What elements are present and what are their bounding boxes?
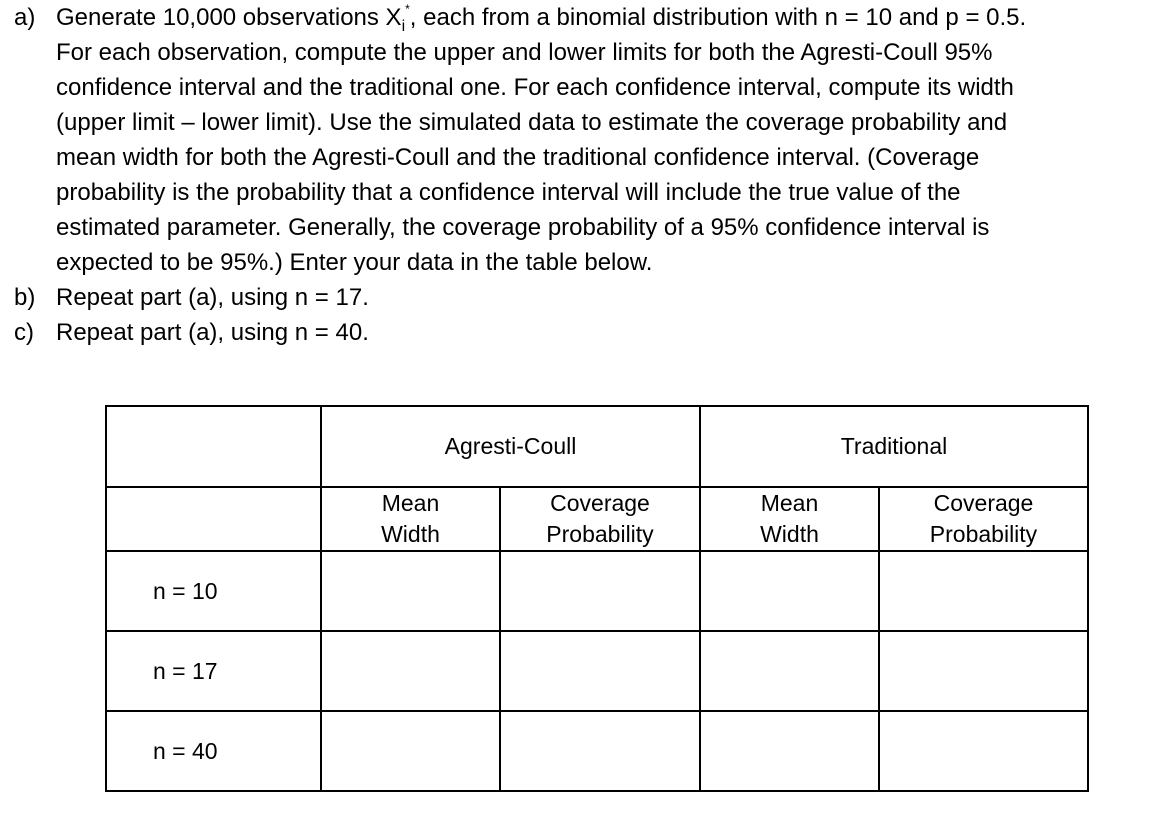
row-label-n-10: n = 10 (106, 551, 321, 631)
part-a-line-5: mean width for both the Agresti-Coull and the traditional confidence interval. (Coverage (56, 144, 980, 171)
subscript-i: i (401, 17, 406, 35)
part-c-text: Repeat part (a), using n = 40. (56, 319, 369, 346)
header-trad-coverage-line-2: Probability (929, 521, 1038, 547)
cell-n10-trad-coverage[interactable] (879, 551, 1088, 631)
group-header-row (106, 406, 1088, 487)
part-a-line-1-start: Generate 10,000 observations X (56, 4, 402, 31)
sub-header-row (106, 487, 1088, 551)
problem-statement (14, 0, 1154, 350)
header-trad-mean-width-line-1: Mean (760, 490, 819, 516)
cell-n40-trad-coverage[interactable] (879, 711, 1088, 791)
part-b-text: Repeat part (a), using n = 17. (56, 284, 369, 311)
cell-n10-ac-mean-width[interactable] (321, 551, 500, 631)
part-b-marker: b) (14, 284, 36, 311)
part-b (14, 280, 1154, 315)
table-row (106, 551, 1088, 631)
cell-n17-ac-mean-width[interactable] (321, 631, 500, 711)
cell-n40-trad-mean-width[interactable] (700, 711, 879, 791)
group-header-agresti-coull: Agresti-Coull (321, 406, 700, 487)
part-c-marker: c) (14, 319, 34, 346)
sub-header-blank (106, 487, 321, 551)
superscript-star: * (405, 2, 410, 16)
part-a-line-8: expected to be 95%.) Enter your data in the table below. (56, 249, 653, 276)
part-c (14, 315, 1154, 350)
part-a-line-7: estimated parameter. Generally, the coverage probability of a 95% confidence interval is (56, 214, 990, 241)
row-label-n-17: n = 17 (106, 631, 321, 711)
part-a (14, 0, 1154, 280)
cell-n10-trad-mean-width[interactable] (700, 551, 879, 631)
part-a-text (56, 0, 1154, 280)
part-a-line-3: confidence interval and the traditional one. For each confidence interval, compute its width (56, 74, 1014, 101)
part-a-line-6: probability is the probability that a confidence interval will include the true value of the (56, 179, 961, 206)
cell-n17-ac-coverage[interactable] (500, 631, 700, 711)
header-trad-coverage-probability (879, 487, 1088, 551)
table-row (106, 631, 1088, 711)
header-ac-coverage-line-1: Coverage (550, 490, 650, 516)
results-table (105, 405, 1089, 792)
part-a-line-1-end: , each from a binomial distribution with n = 10 and p = 0.5. (409, 4, 1027, 31)
header-trad-mean-width-line-2: Width (760, 521, 819, 547)
header-ac-mean-width-line-2: Width (381, 521, 440, 547)
cell-n40-ac-mean-width[interactable] (321, 711, 500, 791)
table-row (106, 711, 1088, 791)
part-a-line-1 (56, 0, 1154, 35)
part-a-line-2: For each observation, compute the upper and lower limits for both the Agresti-Coull 95% (56, 39, 993, 66)
header-trad-coverage-line-1: Coverage (933, 490, 1034, 516)
cell-n40-ac-coverage[interactable] (500, 711, 700, 791)
cell-n17-trad-mean-width[interactable] (700, 631, 879, 711)
header-ac-mean-width-line-1: Mean (381, 490, 440, 516)
header-trad-mean-width (700, 487, 879, 551)
corner-cell (106, 406, 321, 487)
part-a-marker: a) (14, 4, 36, 31)
row-label-n-40: n = 40 (106, 711, 321, 791)
header-ac-mean-width (321, 487, 500, 551)
cell-n17-trad-coverage[interactable] (879, 631, 1088, 711)
header-ac-coverage-line-2: Probability (546, 521, 654, 547)
header-ac-coverage-probability (500, 487, 700, 551)
cell-n10-ac-coverage[interactable] (500, 551, 700, 631)
part-a-line-4: (upper limit – lower limit). Use the simulated data to estimate the coverage probability and (56, 109, 1008, 136)
group-header-traditional: Traditional (700, 406, 1088, 487)
